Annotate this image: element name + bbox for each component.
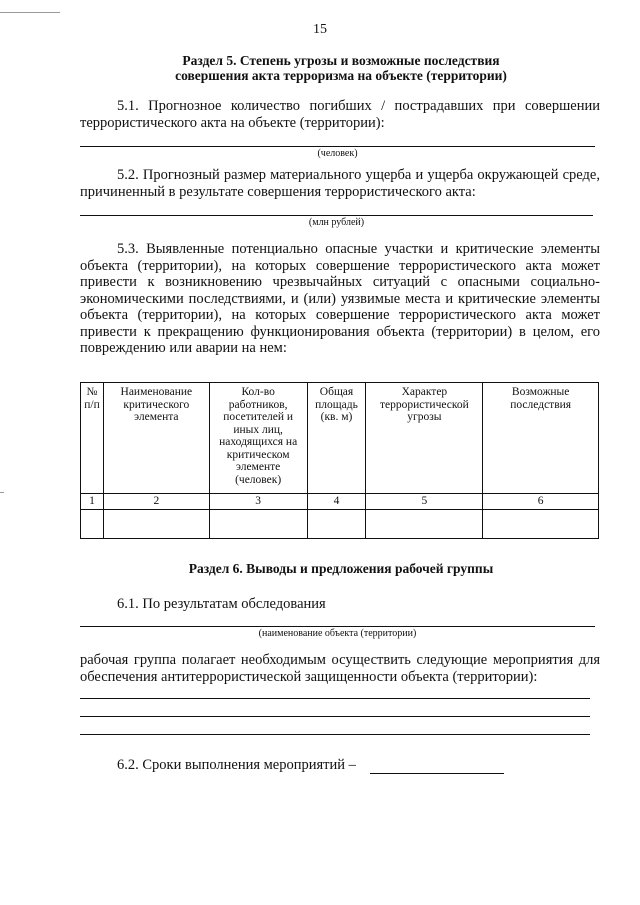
table-empty-row	[81, 509, 599, 538]
paragraph-6-2	[80, 757, 380, 774]
table-header-cell: Общая площадь (кв. м)	[307, 383, 366, 494]
margin-tick	[0, 492, 4, 493]
table-header-cell: Характер террористической угрозы	[366, 383, 483, 494]
page-number: 15	[313, 22, 327, 37]
paragraph-5-1	[80, 98, 600, 131]
table-empty-cell	[81, 509, 104, 538]
critical-elements-table	[80, 382, 599, 539]
measures-line-1	[80, 698, 590, 699]
measures-line-2	[80, 716, 590, 717]
paragraph-6-1	[80, 596, 600, 613]
caption-5-2: (млн рублей)	[308, 217, 365, 228]
deadline-line	[370, 773, 504, 774]
paragraph-5-2-text: 5.2. Прогнозный размер материального ущерба и ущерба окружающей среде, причиненный в результате совершения террористического акта:	[80, 167, 600, 200]
table-number-cell: 2	[103, 494, 209, 510]
paragraph-6-1-text: 6.1. По результатам обследования	[117, 596, 326, 612]
section5-title-line2: совершения акта терроризма на объекте (территории)	[175, 68, 507, 83]
answer-line-5-2	[80, 215, 593, 216]
table-header-cell: Возможные последствия	[483, 383, 599, 494]
table-empty-cell	[483, 509, 599, 538]
section5-title-line1: Раздел 5. Степень угрозы и возможные последствия	[182, 53, 500, 68]
table-empty-cell	[366, 509, 483, 538]
table-empty-cell	[209, 509, 307, 538]
table-empty-cell	[307, 509, 366, 538]
table-header-cell: Наименование критического элемента	[103, 383, 209, 494]
answer-line-6-1	[80, 626, 595, 627]
paragraph-5-3-text: 5.3. Выявленные потенциально опасные участки и критические элементы объекта (территории), на которых совершение террористического акта может привести к возникновению чрезвычайных ситуаций с опасными социально-экономическими последствиями, и (или) уязвимые места и критические элементы объекта (территории), на которых совершение террористического акта может привести к прекращению функционирования объекта (территории) в целом, его повреждению или аварии на нем:	[80, 241, 600, 356]
measures-line-3	[80, 734, 590, 735]
table-header-cell: Кол-во работников, посетителей и иных лиц, находящихся на критическом элементе (человек)	[209, 383, 307, 494]
page-corner-mark	[0, 0, 60, 13]
table-number-cell: 3	[209, 494, 307, 510]
table-number-row	[81, 494, 599, 510]
paragraph-6-1-continued: рабочая группа полагает необходимым осуществить следующие мероприятия для обеспечения антитеррористической защищенности объекта (территории):	[80, 652, 600, 685]
table-number-cell: 5	[366, 494, 483, 510]
table-number-cell: 6	[483, 494, 599, 510]
paragraph-6-2-text: 6.2. Сроки выполнения мероприятий –	[117, 757, 356, 773]
paragraph-5-3	[80, 241, 600, 357]
table-header-row	[81, 383, 599, 494]
caption-6-1: (наименование объекта (территории)	[258, 628, 417, 639]
section6-title: Раздел 6. Выводы и предложения рабочей группы	[188, 561, 494, 576]
table-number-cell: 1	[81, 494, 104, 510]
caption-5-1: (человек)	[317, 148, 358, 159]
paragraph-5-2	[80, 167, 600, 200]
table-header-cell: № п/п	[81, 383, 104, 494]
answer-line-5-1	[80, 146, 595, 147]
table-empty-cell	[103, 509, 209, 538]
paragraph-5-1-text: 5.1. Прогнозное количество погибших / пострадавших при совершении террористического акта на объекте (территории):	[80, 98, 600, 131]
table-number-cell: 4	[307, 494, 366, 510]
